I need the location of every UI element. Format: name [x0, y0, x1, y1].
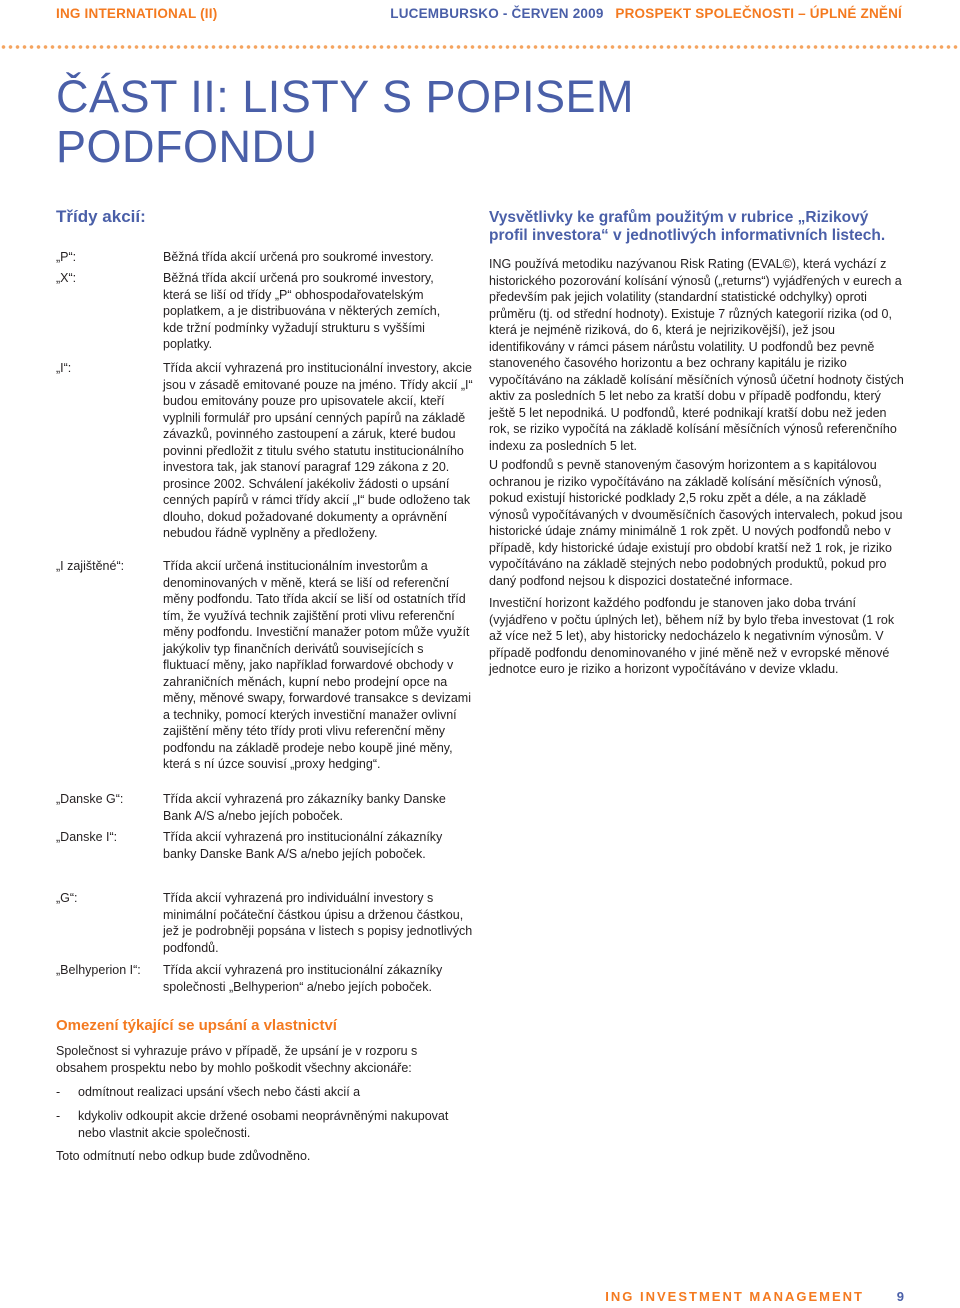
page-number: 9 — [896, 1289, 904, 1304]
class-desc-g: Třída akcií vyhrazená pro individuální investory s minimální počáteční částkou úpisu a drženou částkou, jež je podrobněji popsána v listech s popisy jednotlivých podfondů. — [163, 891, 473, 955]
explanation-paragraph: Investiční horizont každého podfondu je stanoven jako doba trvání (vyjádřeno v počtu úplných let), během níž by bylo třeba investovat (1 rok až více než 5 let), aby historicky nedocházelo k negativním výnosům. V případě podfondu denominovaného v jiné měně než v evropské měnové jednotce euro je riziko a horizont vypočítáváno v devize vkladu. — [489, 596, 895, 676]
list-dash: - — [56, 1109, 61, 1123]
class-desc-i-hedged: Třída akcií určená institucionálním investorům a denominovaných v měně, která se liší od referenční měny podfondu. Tato třída akcií se liší od ostatních tříd tím, že využívá technik zajištění proti vlivu referenční měny podfondu. Investiční manažer potom může využít jakýkoliv typ finančních derivátů souvisejících s fluktuací měny, jako například forwardové obchody v zahraničních měnách, kupní nebo prodejní opce na měny, měnové swapy, forwardové transakce s devizami a techniky, pomocí kterých investiční manažer ovlivní zajištění měny této třídy proti vlivu referenční měny podfondu na základě prodeje nebo koupě jiné měny, která s ní úzce souvisí „proxy hedging“. — [163, 559, 471, 771]
class-desc-p: Běžná třída akcií určená pro soukromé investory. — [163, 250, 434, 264]
class-label-danske-i: „Danske I“: — [56, 830, 118, 844]
restriction-item: kdykoliv odkoupit akcie držené osobami neoprávněnými nakupovat nebo vlastnit akcie společnosti. — [78, 1109, 449, 1140]
class-desc-belhyperion-i: Třída akcií vyhrazená pro institucionální zákazníky společnosti „Belhyperion“ a/nebo jejích poboček. — [163, 963, 443, 994]
header-country-date: LUCEMBURSKO - ČERVEN 2009 — [390, 6, 604, 21]
class-label-danske-g: „Danske G“: — [56, 792, 124, 806]
restrictions-intro: Společnost si vyhrazuje právo v případě, že upsání je v rozporu s obsahem prospektu nebo by mohlo poškodit všechny akcionáře: — [56, 1044, 418, 1075]
restriction-item: odmítnout realizaci upsání všech nebo části akcií a — [78, 1085, 361, 1099]
class-desc-x: Běžná třída akcií určená pro soukromé investory, která se liší od třídy „P“ obhospodařovatelským poplatkem, a je distribuována v některých zemích, kde tržní podmínky vyžadují strukturu s vyššími poplatky. — [163, 271, 441, 351]
class-label-g: „G“: — [56, 891, 78, 905]
dotted-divider — [0, 44, 960, 50]
header-right — [390, 6, 902, 21]
header-prospect: PROSPEKT SPOLEČNOSTI – ÚPLNÉ ZNĚNÍ — [615, 6, 902, 21]
class-label-p: „P“: — [56, 250, 77, 264]
explanation-heading: Vysvětlivky ke grafům použitým v rubrice „Rizikový profil investora“ v jednotlivých informativních listech. — [489, 209, 886, 244]
header-left: ING INTERNATIONAL (II) — [56, 6, 218, 21]
class-label-i-hedged: „I zajištěné“: — [56, 559, 125, 573]
class-label-x: „X“: — [56, 271, 77, 285]
list-dash: - — [56, 1085, 61, 1099]
explanation-paragraph: U podfondů s pevně stanoveným časovým horizontem a s kapitálovou ochranou je riziko vypočítáváno na základě kolísání měsíčních výnosů, pokud existují historické podklady 2,5 roku zpět a déle, a na základě výnosů vypočítávaných v dvouměsíčních časových intervalech, pokud jsou historické údaje známy minimálně 1 rok zpět. U nových podfondů nebo v případě, kdy historické údaje existují pro období kratší než 1 rok, je riziko vypočítáváno na základě stejných nebo podobných produktů, pokud pro daný podfond nejsou k dispozici dostatečné informace. — [489, 458, 903, 588]
class-desc-danske-i: Třída akcií vyhrazená pro institucionální zákazníky banky Danske Bank A/S a/nebo jejích poboček. — [163, 830, 443, 861]
restrictions-closing: Toto odmítnutí nebo odkup bude zdůvodněno. — [56, 1149, 311, 1163]
share-classes-heading: Třídy akcií: — [56, 207, 146, 226]
explanation-paragraph: ING používá metodiku nazývanou Risk Rating (EVAL©), která vychází z historického pozorování kolísání výnosů („returns“) vyjádřených v eurech a především pak jejich volatility (standardní statistické odchylky) oproti průměru (tj. od střední hodnoty). Existuje 7 různých kategorií rizika (od 0, která je nejméně riziková, do 6, která je nejrizikovější), jež jsou identifikovány v rámci pásem nárůstu volatility. U podfondů bez pevně stanoveného časového horizontu a bez ochrany kapitálu je riziko vypočítáváno na základě kolísání měsíčních výnosů účetní hodnoty čistých aktiv za posledních 5 let nebo za kratší dobu v případě podfondu, který ještě 5 let nepodniká. U podfondů, které podnikají kratší dobu než jeden rok, se riziko vypočítá na základě kolísání měsíčních výnosů referenčního indexu za posledních 5 let. — [489, 257, 904, 453]
footer-brand: ING INVESTMENT MANAGEMENT — [605, 1289, 864, 1304]
class-label-belhyperion-i: „Belhyperion I“: — [56, 963, 141, 977]
restrictions-heading: Omezení týkající se upsání a vlastnictví — [56, 1017, 337, 1034]
class-desc-i: Třída akcií vyhrazená pro institucionální investory, akcie jsou v zásadě emitované pouze na jméno. Třídy akcií „I“ budou emitovány pouze pro upisovatele akcií, kteří vyplnili formulář pro upsání cenných papírů na základě závazků, povinného zastoupení a záruk, které budou povinni předložit z titulu svého statutu institucionálního investora tak, jak stanoví paragraf 129 zákona z 20. prosince 2002. Schválení jakékoliv žádosti o upsání cenných papírů v rámci třídy akcií „I“ bude odloženo tak dlouho, dokud požadované dokumenty a oprávnění nebudou řádně vyplněny a předloženy. — [163, 361, 473, 540]
class-label-i: „I“: — [56, 361, 72, 375]
class-desc-danske-g: Třída akcií vyhrazená pro zákazníky banky Danske Bank A/S a/nebo jejích poboček. — [163, 792, 446, 823]
page-title: ČÁST II: LISTY S POPISEM PODFONDU — [56, 71, 635, 172]
